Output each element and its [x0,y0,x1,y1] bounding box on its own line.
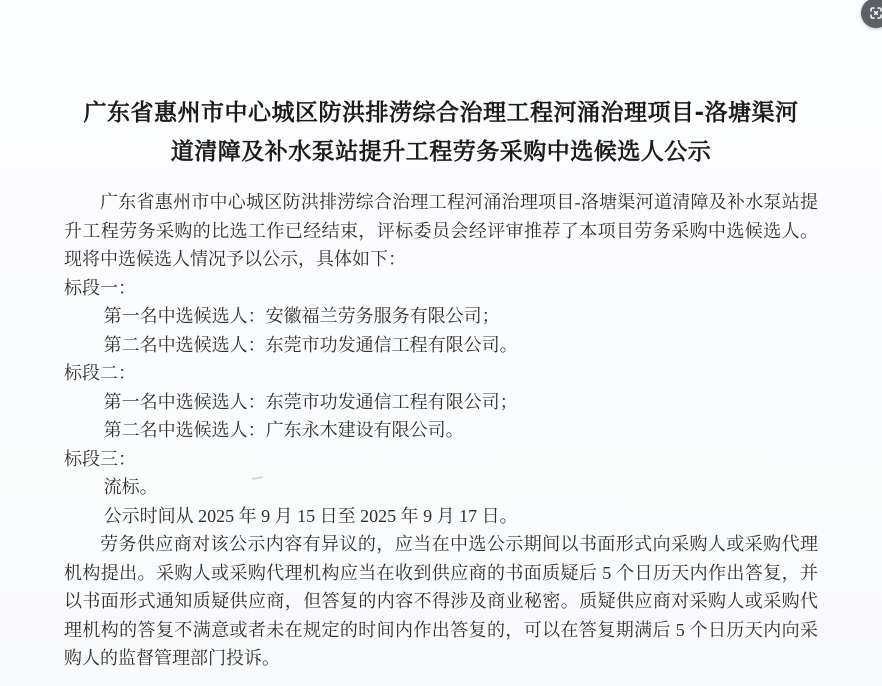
bid2-candidate-second: 第二名中选候选人：广东永木建设有限公司。 [103,420,464,440]
section-label-bid3: 标段三： [64,448,136,469]
capture-frame-icon [868,5,882,21]
publicity-period: 公示时间从 2025 年 9 月 15 日至 2025 年 9 月 17 日。 [103,505,518,526]
screenshot-capture-button[interactable] [861,0,882,28]
bid1-candidate-first: 第一名中选候选人：安徽福兰劳务服务有限公司； [103,306,500,326]
objection-paragraph: 劳务供应商对该公示内容有异议的，应当在中选公示期间以书面形式向采购人或采购代理机构提出。采购人或采购代理机构应当在收到供应商的书面质疑后 5 个日历天内作出答复，并以书面形式通知质疑供应商，但答复的内容不得涉及商业秘密。质疑供应商对采购人或采购代理机构的答复不满意或者未在规定的时间内作出答复的，可以在答复期满后 5 个日历天内向采购人的监督管理部门投诉。 [64,534,818,668]
intro-paragraph: 广东省惠州市中心城区防洪排涝综合治理工程河涌治理项目-洛塘渠河道清障及补水泵站提升工程劳务采购的比选工作已经结束，评标委员会经评审推荐了本项目劳务采购中选候选人。现将中选候选人情况予以公示，具体如下： [64,192,818,269]
document-title-line2: 道清障及补水泵站提升工程劳务采购中选候选人公示 [170,139,712,165]
document-title [64,94,818,172]
document-body [64,188,818,673]
section-label-bid2: 标段二： [64,363,136,383]
bid1-candidate-second: 第二名中选候选人：东莞市功发通信工程有限公司。 [103,334,518,355]
document-title-line1: 广东省惠州市中心城区防洪排涝综合治理工程河涌治理项目-洛塘渠河 [83,100,799,126]
announcement-document [64,94,818,673]
bid3-result: 流标。 [103,477,158,497]
bid2-candidate-first: 第一名中选候选人：东莞市功发通信工程有限公司； [103,391,518,412]
section-label-bid1: 标段一： [64,277,136,298]
